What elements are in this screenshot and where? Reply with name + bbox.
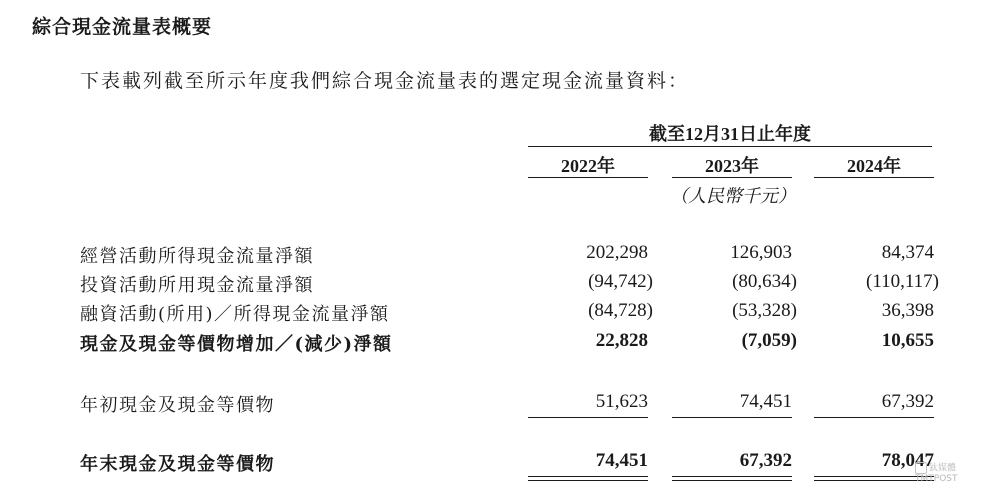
row-value-2024: 67,392	[881, 391, 934, 412]
row-value-2022: 22,828	[595, 330, 648, 351]
row-value-2023: (53,328)	[732, 300, 797, 321]
row-label: 現金及現金等價物增加／(減少)淨額	[80, 334, 393, 355]
row-label: 融資活動(所用)／所得現金流量淨額	[80, 304, 390, 325]
period-header: 截至12月31日止年度	[649, 124, 811, 144]
year-header-rule	[528, 177, 648, 178]
row-value-2022: (84,728)	[588, 300, 653, 321]
section-heading: 綜合現金流量表概要	[32, 16, 213, 38]
row-value-2022: 74,451	[595, 450, 648, 471]
subtotal-rule	[814, 417, 934, 418]
period-header-rule	[528, 146, 932, 147]
row-label: 經營活動所得現金流量淨額	[80, 246, 314, 267]
row-label: 投資活動所用現金流量淨額	[80, 275, 314, 296]
total-double-rule	[528, 476, 648, 481]
row-value-2023: 74,451	[739, 391, 792, 412]
intro-paragraph: 下表載列截至所示年度我們綜合現金流量表的選定現金流量資料：	[80, 70, 690, 92]
row-value-2023: 126,903	[730, 242, 792, 263]
row-label: 年末現金及現金等價物	[80, 454, 275, 475]
row-value-2024: 78,047	[881, 450, 934, 471]
row-label: 年初現金及現金等價物	[80, 395, 275, 416]
year-header-2024: 2024年	[847, 156, 901, 176]
row-value-2024: 84,374	[881, 242, 934, 263]
total-double-rule	[672, 476, 792, 481]
row-value-2023: (80,634)	[732, 271, 797, 292]
watermark-logo	[915, 462, 957, 484]
year-header-rule	[814, 177, 934, 178]
subtotal-rule	[672, 417, 792, 418]
watermark-subtext: TMTPOST	[915, 474, 958, 484]
row-value-2023: 67,392	[739, 450, 792, 471]
watermark-text: 鈦媒體	[929, 463, 957, 474]
row-value-2023: (7,059)	[741, 330, 797, 351]
row-value-2024: 10,655	[881, 330, 934, 351]
row-value-2024: 36,398	[881, 300, 934, 321]
row-value-2022: (94,742)	[588, 271, 653, 292]
year-header-rule	[672, 177, 792, 178]
watermark-icon	[915, 462, 927, 474]
row-value-2024: (110,117)	[866, 271, 939, 292]
year-header-2023: 2023年	[705, 156, 759, 176]
row-value-2022: 51,623	[595, 391, 648, 412]
year-header-2022: 2022年	[561, 156, 615, 176]
row-value-2022: 202,298	[586, 242, 648, 263]
unit-label: （人民幣千元）	[670, 186, 796, 207]
subtotal-rule	[528, 417, 648, 418]
